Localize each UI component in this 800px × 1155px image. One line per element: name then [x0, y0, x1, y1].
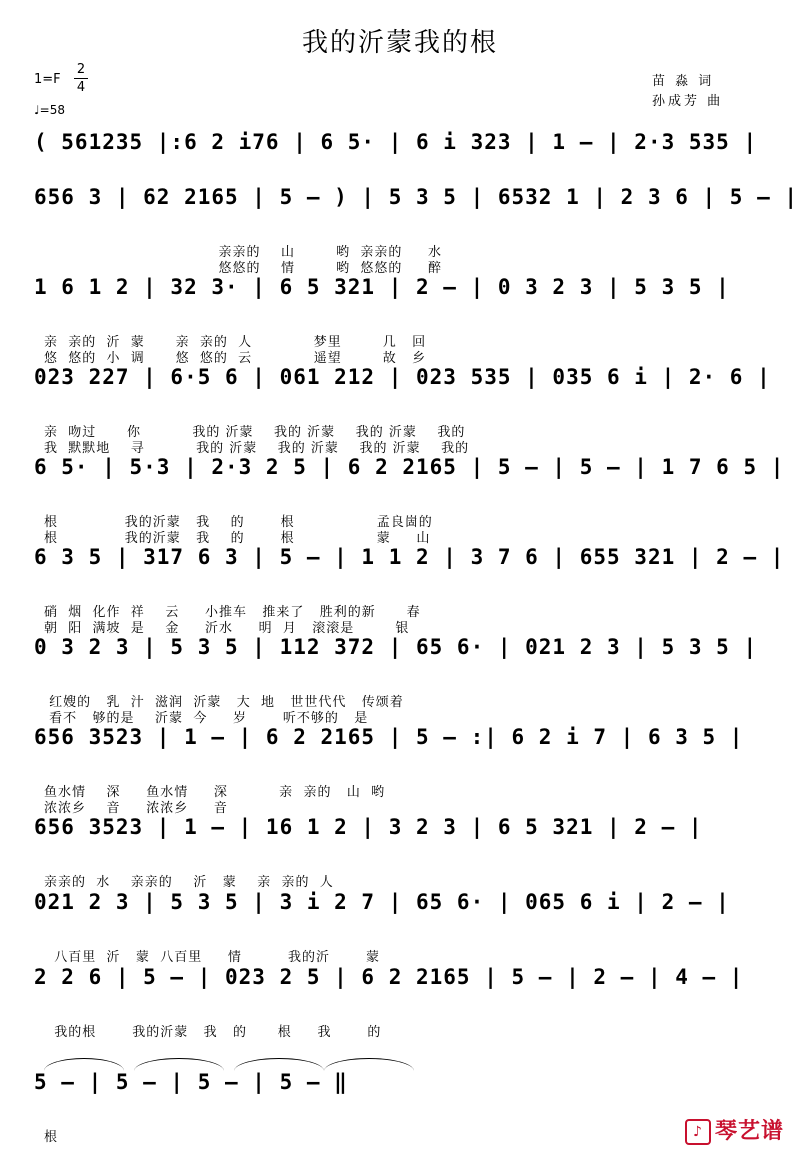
notation-line: 5 – | 5 – | 5 – | 5 – ‖ — [34, 1070, 348, 1094]
lyrics-verse-2: 朝 阳 满坡 是 金 沂水 明 月 滚滚是 银 — [44, 621, 410, 636]
score-system — [34, 635, 768, 726]
lyrics-verse-1: 亲 吻过 你 我的 沂蒙 我的 沂蒙 我的 沂蒙 我的 — [44, 425, 466, 440]
tempo-marking: ♩=58 — [34, 103, 65, 117]
composer-credit: 孙成芳 曲 — [652, 94, 724, 109]
score-system — [34, 890, 768, 965]
watermark-text: 琴艺谱 — [714, 1119, 784, 1144]
lyrics-verse-1: 我的根 我的沂蒙 我 的 根 我 的 — [44, 1025, 382, 1040]
notation-line: 656 3 | 62 2165 | 5 – ) | 5 3 5 | 6532 1 | 2 3 6 | 5 – | — [34, 185, 799, 209]
lyrics-verse-2: 悠 悠的 小 调 悠 悠的 云 遥望 故 乡 — [44, 351, 427, 366]
score-system — [34, 545, 785, 636]
notation-line: 0 3 2 3 | 5 3 5 | 112 372 | 65 6· | 021 2 3 | 5 3 5 | — [34, 635, 758, 659]
time-signature-top: 2 — [76, 62, 86, 77]
watermark-logo — [685, 1114, 784, 1145]
time-signature — [74, 62, 88, 95]
key-signature: 1=F — [34, 72, 61, 87]
lyrics-verse-2: 浓浓乡 音 浓浓乡 音 — [44, 801, 228, 816]
notation-line: 1 6 1 2 | 32 3· | 6 5 321 | 2 – | 0 3 2 3 | 5 3 5 | — [34, 275, 730, 299]
lyricist-credit: 苗 淼 词 — [652, 74, 715, 89]
score-system — [34, 965, 768, 1040]
score-system — [34, 815, 768, 890]
score-system — [34, 455, 785, 546]
score-system — [34, 725, 768, 816]
lyrics-verse-1: 亲亲的 山 哟 亲亲的 水 — [44, 245, 443, 260]
lyrics-verse-1: 亲亲的 水 亲亲的 沂 蒙 亲 亲的 人 — [44, 875, 334, 890]
lyrics-verse-1: 鱼水情 深 鱼水情 深 亲 亲的 山 哟 — [44, 785, 386, 800]
notation-line: 2 2 6 | 5 – | 023 2 5 | 6 2 2165 | 5 – | 2 – | 4 – | — [34, 965, 744, 989]
lyrics-verse-1: 八百里 沂 蒙 八百里 情 我的沂 蒙 — [44, 950, 380, 965]
lyrics-verse-1: 硝 烟 化作 祥 云 小推车 推来了 胜利的新 春 — [44, 605, 421, 620]
lyrics-verse-1: 红嫂的 乳 汁 滋润 沂蒙 大 地 世世代代 传颂着 — [44, 695, 404, 710]
song-title: 我的沂蒙我的根 — [301, 28, 498, 58]
lyrics-verse-2: 我 默默地 寻 我的 沂蒙 我的 沂蒙 我的 沂蒙 我的 — [44, 441, 470, 456]
lyrics-verse-1: 根 — [44, 1130, 59, 1145]
time-signature-bottom: 4 — [76, 80, 86, 95]
notation-line: 656 3523 | 1 – | 6 2 2165 | 5 – :| 6 2 i 7 | 6 3 5 | — [34, 725, 744, 749]
slur-mark — [324, 1058, 414, 1071]
score-system — [34, 275, 768, 366]
notation-line: 023 227 | 6·5 6 | 061 212 | 023 535 | 035 6 i | 2· 6 | — [34, 365, 771, 389]
notation-line: ( 561235 |:6 2 i76 | 6 5· | 6 i 323 | 1 – | 2·3 535 | — [34, 130, 758, 154]
notation-line: 021 2 3 | 5 3 5 | 3 i 2 7 | 65 6· | 065 6 i | 2 – | — [34, 890, 730, 914]
lyrics-verse-2: 根 我的沂蒙 我 的 根 蒙 山 — [44, 531, 431, 546]
lyrics-verse-1: 亲 亲的 沂 蒙 亲 亲的 人 梦里 几 回 — [44, 335, 427, 350]
lyrics-verse-2: 悠悠的 情 哟 悠悠的 醉 — [44, 261, 443, 276]
score-system — [34, 1070, 768, 1145]
notation-line: 656 3523 | 1 – | 16 1 2 | 3 2 3 | 6 5 321 | 2 – | — [34, 815, 703, 839]
lyrics-verse-1: 根 我的沂蒙 我 的 根 孟良崮的 — [44, 515, 433, 530]
music-note-icon: ♪ — [685, 1119, 711, 1145]
lyrics-verse-2: 看不 够的是 沂蒙 今 岁 听不够的 是 — [44, 711, 369, 726]
time-signature-line — [74, 78, 88, 79]
slur-mark — [44, 1058, 124, 1071]
slur-mark — [134, 1058, 224, 1071]
slur-mark — [234, 1058, 324, 1071]
notation-line: 6 5· | 5·3 | 2·3 2 5 | 6 2 2165 | 5 – | 5 – | 1 7 6 5 | — [34, 455, 785, 479]
score-system — [34, 365, 771, 456]
score-system — [34, 185, 799, 276]
notation-line: 6 3 5 | 317 6 3 | 5 – | 1 1 2 | 3 7 6 | 655 321 | 2 – | — [34, 545, 785, 569]
